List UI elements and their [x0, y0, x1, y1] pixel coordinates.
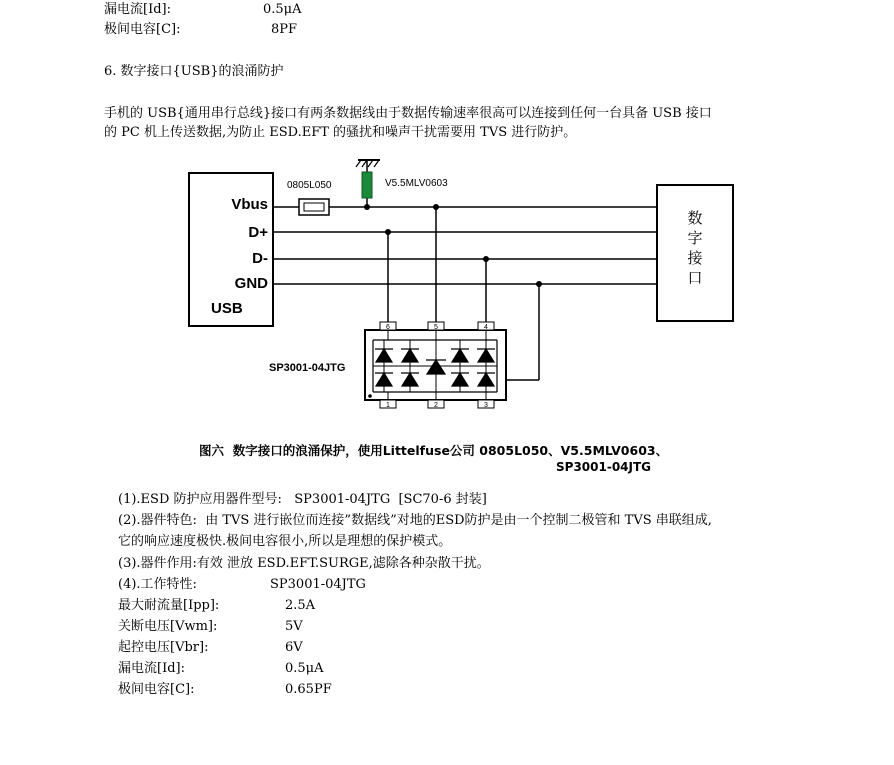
- line-label-vbus: Vbus: [231, 196, 268, 213]
- fuse-label: 0805L050: [287, 180, 332, 191]
- digital-char: 字: [687, 229, 703, 247]
- usb-label: USB: [211, 300, 243, 317]
- char-label: 起控电压[Vbr]:: [118, 640, 209, 655]
- char-label: 漏电流[Id]:: [118, 661, 185, 676]
- char-value: 5V: [285, 619, 303, 634]
- spec-value: 0.5μA: [263, 2, 302, 17]
- pin-label: 2: [434, 402, 438, 409]
- intro-line: 手机的 USB{通用串行总线}接口有两条数据线由于数据传输速率很高可以连接到任何一台具备 USB 接口: [104, 106, 712, 121]
- item-line: (1).ESD 防护应用器件型号: SP3001-04JTG [SC70-6 封装]: [118, 492, 487, 507]
- varistor-label: V5.5MLV0603: [385, 178, 448, 189]
- digital-char: 数: [687, 209, 703, 227]
- varistor-symbol: [362, 172, 372, 198]
- spec-value: 8PF: [271, 22, 298, 37]
- digital-char: 接: [687, 249, 703, 267]
- char-value: 2.5A: [285, 598, 316, 613]
- item-line: 它的响应速度极快.极间电容很小,所以是理想的保护模式。: [118, 534, 452, 549]
- pin-label: 4: [484, 324, 488, 331]
- pin-label: 6: [386, 324, 390, 331]
- char-value: 6V: [285, 640, 303, 655]
- pin-label: 3: [484, 402, 488, 409]
- digital-char: 口: [687, 269, 703, 287]
- ground-symbol: [356, 160, 380, 167]
- intro-line: 的 PC 机上传送数据,为防止 ESD.EFT 的骚扰和噪声干扰需要用 TVS 进行防护。: [104, 125, 577, 140]
- line-label-gnd: GND: [234, 275, 268, 292]
- chip-label: SP3001-04JTG: [269, 362, 346, 374]
- char-label: 关断电压[Vwm]:: [118, 619, 218, 634]
- pin-label: 5: [434, 324, 438, 331]
- item-line: (3).器件作用:有效 泄放 ESD.EFT.SURGE,滤除各种杂散干扰。: [118, 556, 490, 571]
- char-label: 最大耐流量[Ipp]:: [118, 598, 220, 613]
- line-label-dplus: D+: [248, 224, 268, 241]
- figure-caption: 图六 数字接口的浪涌保护，使用Littelfuse公司 0805L050、V5.5MLV0603、: [199, 443, 669, 458]
- characteristics-heading: (4).工作特性:: [118, 577, 197, 592]
- characteristics-part: SP3001-04JTG: [270, 577, 366, 592]
- char-label: 极间电容[C]:: [118, 682, 195, 697]
- sp3001-chip: [365, 322, 506, 408]
- item-line: (2).器件特色: 由 TVS 进行嵌位而连接”数据线”对地的ESD防护是由一个控制二极管和 TVS 串联组成,: [118, 513, 712, 528]
- spec-label: 漏电流[Id]:: [104, 2, 171, 17]
- figure-caption-cont: SP3001-04JTG: [556, 460, 652, 474]
- section-heading: 6. 数字接口{USB}的浪涌防护: [104, 64, 284, 79]
- char-value: 0.65PF: [285, 682, 332, 697]
- spec-label: 极间电容[C]:: [104, 22, 181, 37]
- pin-label: 1: [386, 402, 390, 409]
- line-label-dminus: D-: [252, 250, 268, 267]
- char-value: 0.5μA: [285, 661, 324, 676]
